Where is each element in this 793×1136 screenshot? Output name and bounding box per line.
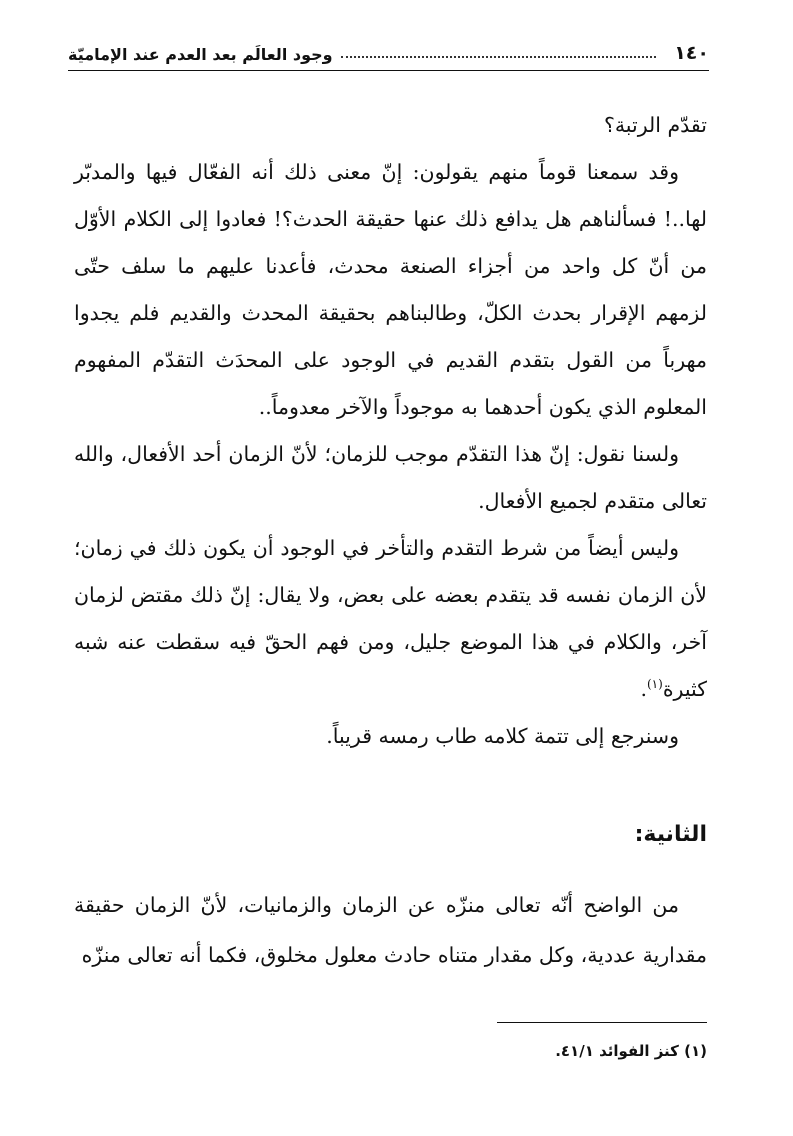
running-title: وجود العالَم بعد العدم عند الإماميّة	[68, 45, 333, 64]
running-header	[68, 30, 709, 71]
paragraph: وقد سمعنا قوماً منهم يقولون: إنّ معنى ذلك أنه الفعّال فيها والمدبّر لها..! فسألناهم هل يدافع ذلك عنها حقيقة الحدث؟! فعادوا إلى الكلام الأوّل من أنّ كل واحد من أجزاء الصنعة محدث، فأعدنا عليهم ما سلف حتّى لزمهم الإقرار بحدث الكلّ، وطالبناهم بحقيقة المحدث والقديم فلم يجدوا مهرباً من القول بتقدم القديم في الوجود على المحدَث التقدّم المفهوم المعلوم الذي يكون أحدهما به موجوداً والآخر معدوماً..	[74, 160, 708, 419]
paragraph: ولسنا نقول: إنّ هذا التقدّم موجب للزمان؛ لأنّ الزمان أحد الأفعال، والله تعالى متقدم لجميع الأفعال.	[74, 442, 707, 513]
footnote-reference: (١)	[646, 677, 663, 692]
footnote-separator	[497, 1022, 707, 1023]
section-text	[74, 880, 707, 980]
closing-line: وسنرجع إلى تتمة كلامه طاب رمسه قريباً.	[326, 724, 679, 748]
section-heading: الثانية:	[634, 822, 707, 847]
paragraph: تقدّم الرتبة؟	[603, 113, 707, 137]
footnote: (١) كنز الفوائد ٤١/١.	[555, 1042, 707, 1060]
header-dot-leader	[341, 55, 657, 58]
paragraph-tail: .	[640, 677, 647, 701]
paragraph: من الواضح أنّه تعالى منزّه عن الزمان والزمانيات، لأنّ الزمان حقيقة مقدارية عددية، وكل مقدار متناه حادث معلول مخلوق، فكما أنه تعالى منزّه	[74, 893, 707, 967]
page-number: ١٤٠	[674, 42, 709, 64]
main-text	[74, 102, 707, 760]
paragraph-text: وليس أيضاً من شرط التقدم والتأخر في الوجود أن يكون ذلك في زمان؛ لأن الزمان نفسه قد يتقدم بعضه على بعض، ولا يقال: إنّ ذلك مقتض لزمان آخر، والكلام في هذا الموضع جليل، ومن فهم الحقّ فيه سقطت عنه شبه كثيرة	[74, 536, 707, 701]
paragraph	[74, 525, 707, 713]
